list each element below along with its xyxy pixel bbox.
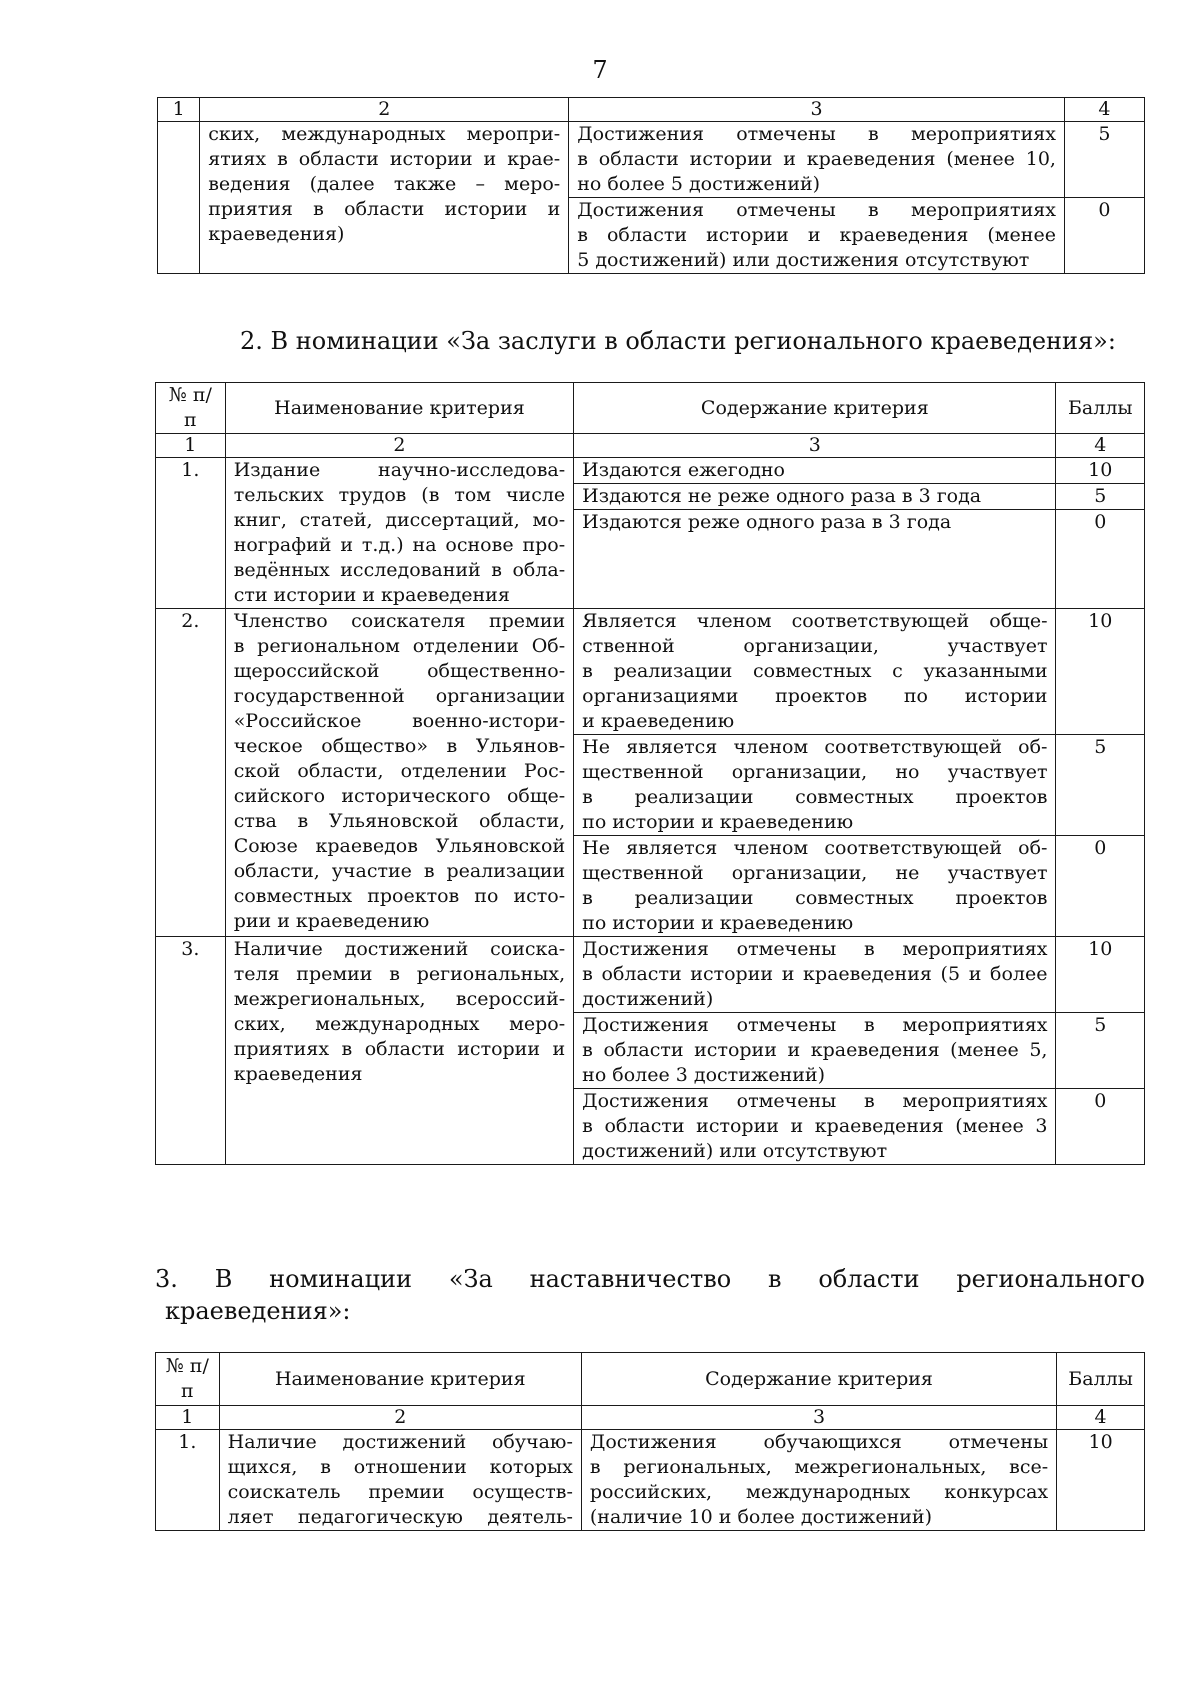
text-line: и краеведению (582, 710, 735, 732)
text-line: в области истории и краеведения (5 и более (582, 963, 1048, 985)
text-line: краеведения) (208, 223, 345, 245)
text-line: по истории и краеведению (582, 912, 854, 934)
points-cell: 10 (1057, 1430, 1145, 1531)
table-row (156, 458, 1145, 484)
text-line: Достижения отмечены в мероприятиях (577, 123, 1056, 145)
text-line: в области истории и краеведения (менее (577, 224, 1056, 246)
criterion-name-cell (225, 458, 573, 609)
text-line: Достижения обучающихся отмечены (589, 1431, 1049, 1453)
points-cell: 0 (1056, 510, 1145, 609)
header-name: Наименование критерия (225, 383, 573, 434)
text-line: щихся, в отношении которых (227, 1456, 573, 1478)
text-line: в области истории и краеведения (менее 3 (582, 1115, 1048, 1137)
criterion-content-cell (574, 1013, 1056, 1089)
text-line: рии и краеведению (233, 910, 430, 932)
criterion-number-cell: 3. (156, 937, 226, 1165)
col-number: 2 (200, 98, 569, 122)
criterion-content-cell (574, 836, 1056, 937)
criterion-content-cell (574, 458, 1056, 484)
text-line: в реализации совместных проектов (582, 887, 1048, 909)
col-number: 3 (581, 1406, 1056, 1430)
text-line: Не является членом соответствующей об- (582, 837, 1048, 859)
text-line: в реализации совместных с указанными (582, 660, 1048, 682)
criterion-content-cell (574, 735, 1056, 836)
text-line: теля премии в региональных, (233, 963, 566, 985)
criterion-name-cell (219, 1430, 581, 1531)
text-line: ведения (далее также – меро- (208, 173, 561, 195)
points-cell: 5 (1056, 735, 1145, 836)
text-line: (наличие 10 и более достижений) (589, 1506, 932, 1528)
col-number: 4 (1057, 1406, 1145, 1430)
text-line: книг, статей, диссертаций, мо- (233, 509, 566, 531)
points-cell: 5 (1056, 1013, 1145, 1089)
text-line: сийского исторического обще- (233, 785, 566, 807)
section-2-heading: 2. В номинации «За заслуги в области регионального краеведения»: (240, 327, 1116, 355)
col-number: 1 (156, 1406, 220, 1430)
header-num: № п/п (156, 1353, 220, 1406)
text-line: Достижения отмечены в мероприятиях (582, 1014, 1048, 1036)
text-line: ятиях в области истории и крае- (208, 148, 561, 170)
text-line: по истории и краеведению (582, 811, 854, 833)
column-number-row (156, 434, 1145, 458)
header-points: Баллы (1056, 383, 1145, 434)
criterion-content-cell (574, 1089, 1056, 1165)
col-number: 2 (225, 434, 573, 458)
text-line: приятиях в области истории и (233, 1038, 566, 1060)
criterion-name-cell (200, 122, 569, 274)
criterion-name-cell (225, 937, 573, 1165)
col-number: 1 (156, 434, 226, 458)
criterion-number-cell: 2. (156, 609, 226, 937)
text-line: 5 достижений) или достижения отсутствуют (577, 249, 1030, 271)
criterion-content-cell (574, 510, 1056, 609)
text-line: в области истории и краеведения (менее 10, (577, 148, 1056, 170)
text-line: Союзе краеведов Ульяновской (233, 835, 566, 857)
text-line: но более 5 достижений) (577, 173, 821, 195)
criterion-number-cell: 1. (156, 1430, 220, 1531)
text-line: «Российское военно-истори- (233, 710, 566, 732)
text-line: Достижения отмечены в мероприятиях (582, 1090, 1048, 1112)
criteria-table-section-3 (155, 1352, 1145, 1531)
criterion-number-cell: 1. (156, 458, 226, 609)
text-line: организациями проектов по истории (582, 685, 1048, 707)
col-number: 3 (569, 98, 1065, 122)
criterion-number-cell (158, 122, 200, 274)
criterion-content-cell (569, 122, 1065, 198)
text-line: Издаются не реже одного раза в 3 года (582, 485, 982, 507)
text-line: Издание научно-исследова- (233, 459, 566, 481)
criterion-content-cell (574, 609, 1056, 735)
text-line: Не является членом соответствующей об- (582, 736, 1048, 758)
text-line: ских, международных меро- (233, 1013, 566, 1035)
text-line: Издаются реже одного раза в 3 года (582, 511, 952, 533)
text-line: но более 3 достижений) (582, 1064, 825, 1086)
criterion-content-cell (574, 484, 1056, 510)
text-line: щественной организации, но участвует (582, 761, 1048, 783)
points-cell: 0 (1056, 836, 1145, 937)
text-line: российских, международных конкурсах (589, 1481, 1049, 1503)
header-content: Содержание критерия (574, 383, 1056, 434)
criterion-content-cell (569, 198, 1065, 274)
text-line: ства в Ульяновской области, (233, 810, 566, 832)
points-cell: 5 (1064, 122, 1144, 198)
col-number: 3 (574, 434, 1056, 458)
text-line: области, участие в реализации (233, 860, 566, 882)
text-line: ведённых исследований в обла- (233, 559, 566, 581)
table-header-row (156, 1353, 1145, 1406)
table-row (156, 609, 1145, 735)
text-line: Наличие достижений соиска- (233, 938, 566, 960)
table-header-row (156, 383, 1145, 434)
text-line: достижений) или отсутствуют (582, 1140, 888, 1162)
criterion-content-cell (581, 1430, 1056, 1531)
table-row (158, 122, 1145, 198)
text-line: межрегиональных, всероссий- (233, 988, 566, 1010)
text-line: Издаются ежегодно (582, 459, 785, 481)
table-row (156, 937, 1145, 1013)
text-line: ческое общество» в Ульянов- (233, 735, 566, 757)
criteria-table-continuation (157, 97, 1145, 274)
text-line: совместных проектов по исто- (233, 885, 566, 907)
text-line: нографий и т.д.) на основе про- (233, 534, 566, 556)
page-number: 7 (592, 56, 608, 84)
text-line: сти истории и краеведения (233, 584, 510, 606)
col-number: 4 (1064, 98, 1144, 122)
text-line: ской области, отделении Рос- (233, 760, 566, 782)
text-line: Наличие достижений обучаю- (227, 1431, 573, 1453)
header-points: Баллы (1057, 1353, 1145, 1406)
text-line: достижений) (582, 988, 714, 1010)
col-number: 2 (219, 1406, 581, 1430)
text-line: тельских трудов (в том числе (233, 484, 566, 506)
text-line: ляет педагогическую деятель- (227, 1506, 573, 1528)
criterion-name-cell (225, 609, 573, 937)
header-content: Содержание критерия (581, 1353, 1056, 1406)
criterion-content-cell (574, 937, 1056, 1013)
points-cell: 0 (1056, 1089, 1145, 1165)
points-cell: 5 (1056, 484, 1145, 510)
header-num: № п/п (156, 383, 226, 434)
text-line: соискатель премии осуществ- (227, 1481, 573, 1503)
points-cell: 0 (1064, 198, 1144, 274)
text-line: государственной организации (233, 685, 566, 707)
text-line: Членство соискателя премии (233, 610, 566, 632)
points-cell: 10 (1056, 609, 1145, 735)
text-line: Достижения отмечены в мероприятиях (577, 199, 1056, 221)
column-number-row (158, 98, 1145, 122)
text-line: приятия в области истории и (208, 198, 561, 220)
col-number: 1 (158, 98, 200, 122)
text-line: ских, международных меропри- (208, 123, 561, 145)
text-line: ственной организации, участвует (582, 635, 1048, 657)
column-number-row (156, 1406, 1145, 1430)
text-line: Достижения отмечены в мероприятиях (582, 938, 1048, 960)
text-line: щероссийской общественно- (233, 660, 566, 682)
text-line: в региональном отделении Об- (233, 635, 566, 657)
points-cell: 10 (1056, 458, 1145, 484)
section-3-heading-line-2: краеведения»: (165, 1297, 351, 1325)
header-name: Наименование критерия (219, 1353, 581, 1406)
col-number: 4 (1056, 434, 1145, 458)
criteria-table-section-2 (155, 382, 1145, 1165)
text-line: в области истории и краеведения (менее 5, (582, 1039, 1048, 1061)
table-row (156, 1430, 1145, 1531)
points-cell: 10 (1056, 937, 1145, 1013)
section-3-heading-line-1: 3. В номинации «За наставничество в области регионального (155, 1265, 1145, 1293)
text-line: краеведения (233, 1063, 363, 1085)
text-line: щественной организации, не участвует (582, 862, 1048, 884)
text-line: Является членом соответствующей обще- (582, 610, 1048, 632)
text-line: в реализации совместных проектов (582, 786, 1048, 808)
text-line: в региональных, межрегиональных, все- (589, 1456, 1049, 1478)
